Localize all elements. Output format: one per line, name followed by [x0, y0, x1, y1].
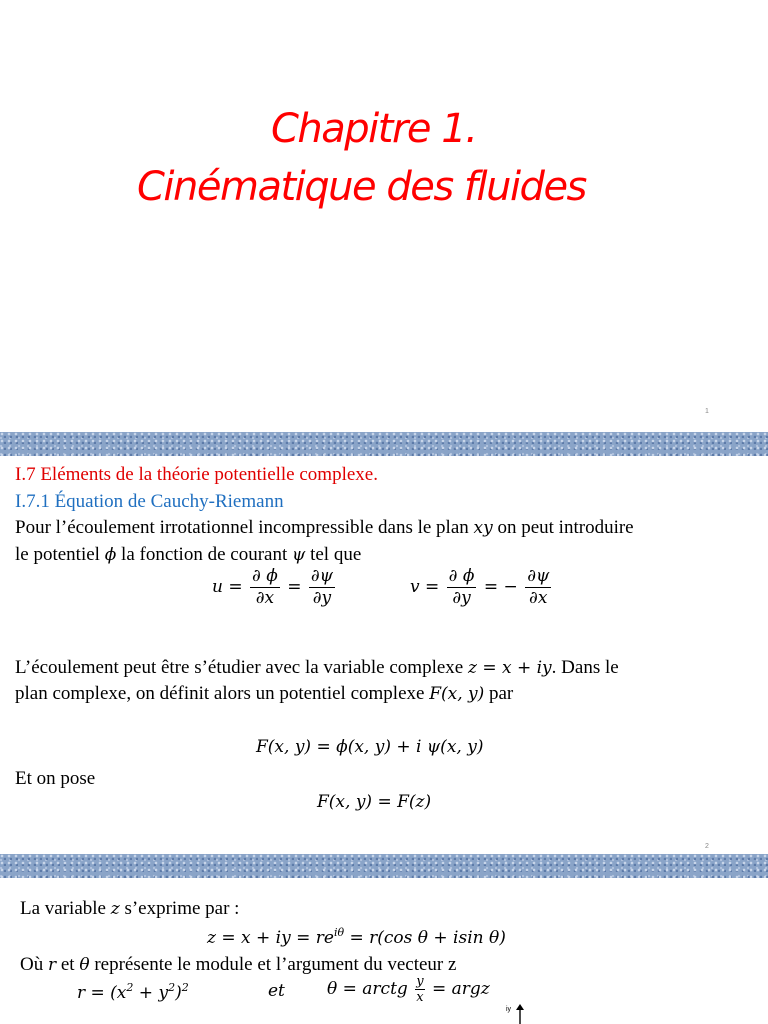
math-F: F(x, y)	[429, 684, 485, 704]
page-number: 1	[705, 408, 709, 415]
equation-Fz: F(x, y) = F(z)	[317, 792, 432, 812]
text: par	[489, 683, 514, 704]
slide-title-line1: Chapitre 1.	[271, 106, 477, 152]
numerator: ∂ψ	[527, 566, 550, 586]
math-theta: θ	[79, 955, 90, 975]
superscript: 2	[126, 981, 134, 994]
numerator: ∂ ϕ	[448, 566, 475, 586]
math-text: θ = arctg	[327, 979, 408, 999]
math-z: z	[110, 899, 120, 919]
fraction	[250, 566, 280, 609]
superscript: iθ	[333, 926, 345, 939]
math-text: z = x + iy = re	[207, 928, 334, 948]
paragraph-line: Et on pose	[15, 768, 96, 789]
math-r: r	[47, 955, 57, 975]
math-text: )	[175, 983, 182, 1003]
text: s’exprime par :	[124, 898, 240, 919]
superscript: 2	[181, 981, 189, 994]
paragraph-line	[15, 683, 513, 705]
paragraph-line	[20, 954, 456, 976]
text: la fonction de courant	[121, 544, 288, 565]
text: tel que	[310, 544, 362, 565]
math-psi: ψ	[291, 545, 306, 565]
text: Où	[20, 954, 44, 975]
numerator: ∂ψ	[310, 566, 333, 586]
text: plan complexe, on définit alors un potentiel complexe	[15, 683, 425, 704]
text: et	[60, 954, 75, 975]
numerator: ∂ ϕ	[252, 566, 278, 586]
section-heading: I.7 Eléments de la théorie potentielle complexe.	[15, 464, 378, 485]
denominator: ∂y	[312, 588, 332, 608]
equation-r	[77, 981, 189, 1003]
slide-3	[0, 878, 768, 1024]
denominator: ∂y	[452, 588, 471, 608]
equation-theta	[327, 974, 490, 1005]
paragraph-line	[20, 898, 239, 920]
fraction	[415, 974, 424, 1005]
equation-F: F(x, y) = ϕ(x, y) + i ψ(x, y)	[256, 737, 484, 757]
math-text: =	[287, 577, 302, 597]
math-text: = argz	[431, 979, 490, 999]
denominator: x	[416, 990, 424, 1005]
math-text: r = (x	[77, 983, 127, 1003]
text: L’écoulement peut être s’étudier avec la variable complexe	[15, 657, 464, 678]
fraction	[309, 566, 335, 609]
page-number: 2	[705, 843, 709, 850]
math-z: z = x + iy	[467, 658, 552, 678]
equation-et: et	[268, 981, 285, 1001]
text: on peut introduire	[497, 517, 634, 538]
superscript: 2	[168, 981, 176, 994]
denominator: ∂x	[255, 588, 275, 608]
slide-separator	[0, 854, 768, 878]
text: . Dans le	[551, 657, 619, 678]
axis-label: iy	[506, 1006, 512, 1013]
equation-u	[212, 566, 337, 609]
slide-separator	[0, 432, 768, 456]
subsection-heading: I.7.1 Équation de Cauchy-Riemann	[15, 491, 284, 512]
fraction	[525, 566, 551, 609]
paragraph-line	[15, 517, 634, 539]
math-phi: ϕ	[104, 545, 117, 565]
math-text: = −	[483, 577, 518, 597]
paragraph-line	[15, 544, 361, 566]
equation-v	[410, 566, 553, 609]
fraction	[447, 566, 477, 609]
math-text: = r(cos θ + isin θ)	[344, 928, 506, 948]
denominator: ∂x	[529, 588, 548, 608]
math-text: u =	[212, 577, 243, 597]
numerator: y	[416, 974, 424, 989]
equation-z	[207, 926, 506, 948]
math-xy: xy	[473, 518, 493, 538]
paragraph-line	[15, 657, 619, 679]
text: représente le module et l’argument du vecteur z	[94, 954, 457, 975]
slide-2	[0, 456, 768, 854]
text: La variable	[20, 898, 106, 919]
math-text: + y	[133, 983, 169, 1003]
text: le potentiel	[15, 544, 100, 565]
text: Pour l’écoulement irrotationnel incompressible dans le plan	[15, 517, 469, 538]
math-text: v =	[410, 577, 440, 597]
slide-title-line2: Cinématique des fluides	[137, 164, 586, 210]
up-arrow-icon	[515, 1004, 525, 1024]
slide-1	[0, 0, 768, 432]
